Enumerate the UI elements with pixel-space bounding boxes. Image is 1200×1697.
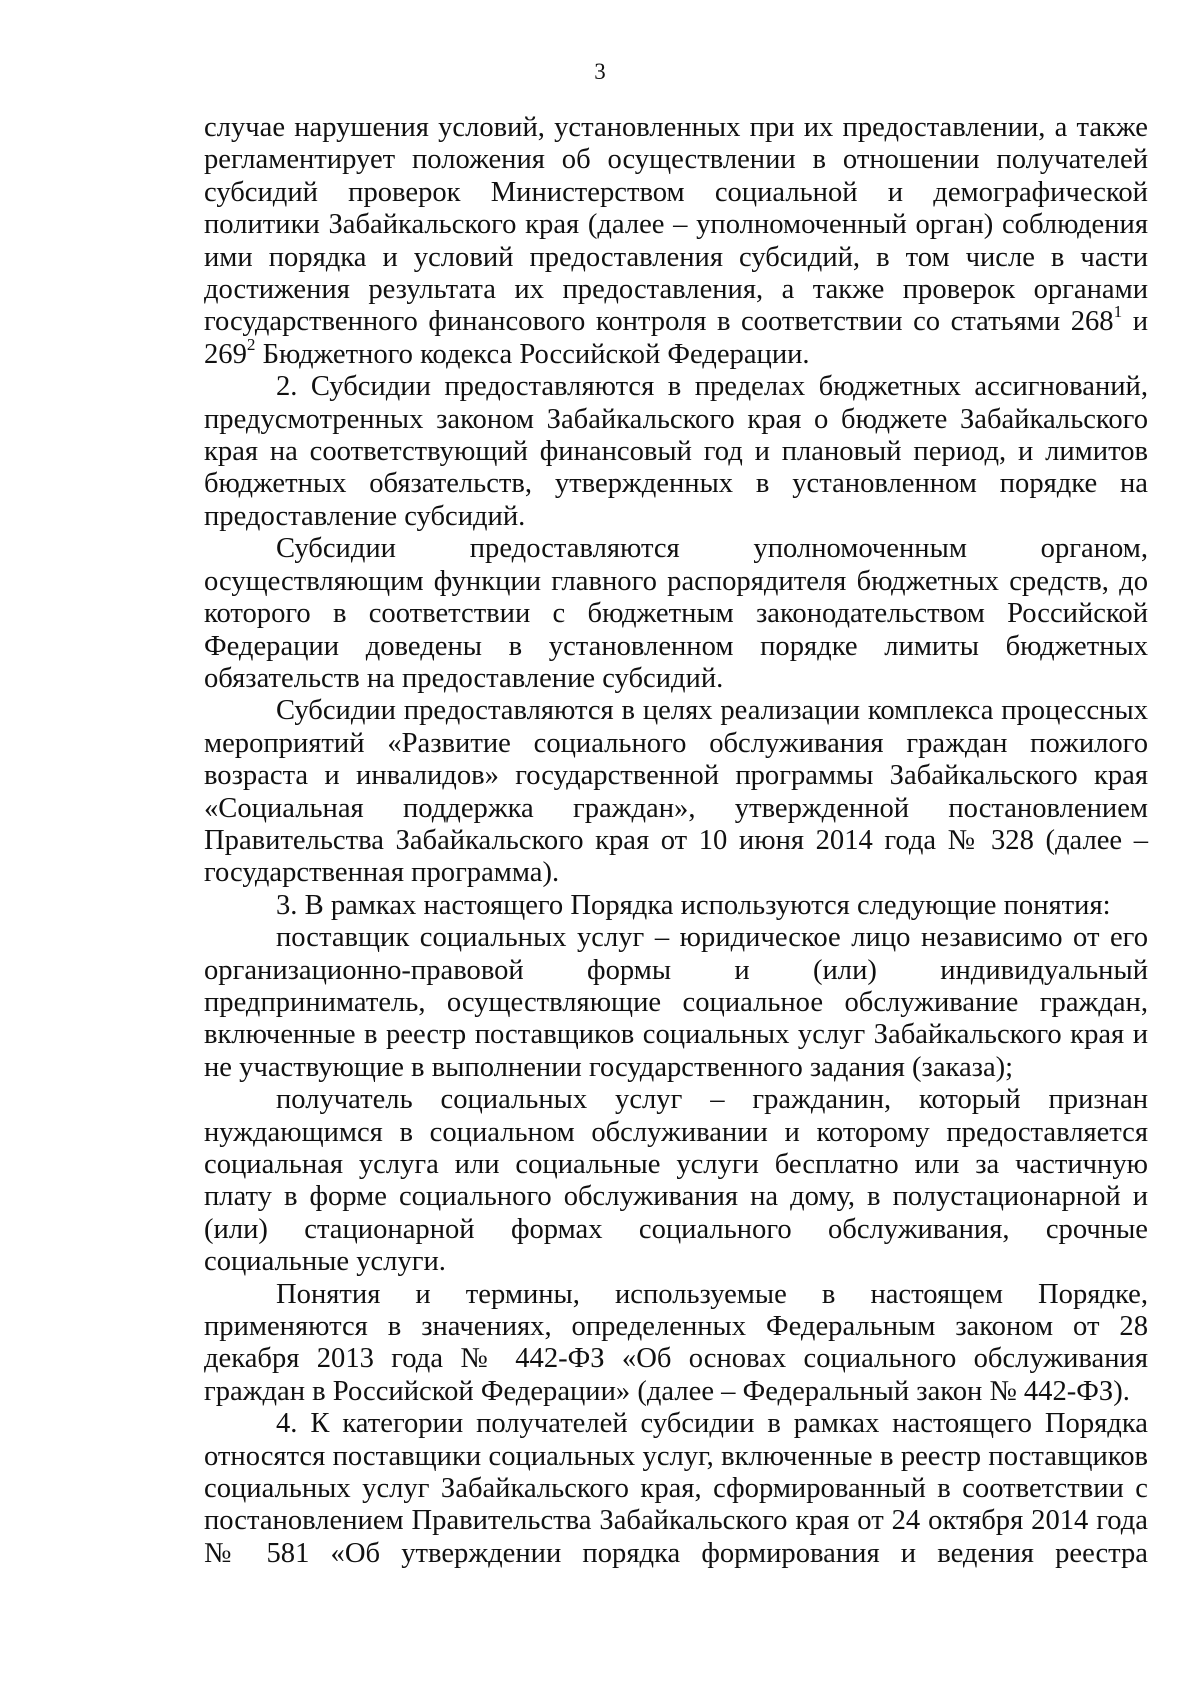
- page-number: 3: [594, 59, 606, 84]
- superscript-2: 2: [246, 334, 256, 354]
- paragraph-item-2: 2. Субсидии предоставляются в пределах бюджетных ассигнований, предусмотренных законом Забайкальского края о бюджете Забайкальского края на соответствующий финансовый год и плановый период, и лимитов бюджетных обязательств, утвержденных в установленном порядке на предоставление субсидий.: [204, 371, 1148, 532]
- paragraph-subsidy-provider: Субсидии предоставляются уполномоченным органом, осуществляющим функции главного распорядителя бюджетных средств, до которого в соответствии с бюджетным законодательством Российской Федерации доведены в установленном порядке лимиты бюджетных обязательств на предоставление субсидий.: [204, 533, 1148, 694]
- paragraph-text: и 269: [204, 306, 1149, 370]
- paragraph-text: Бюджетного кодекса Российской Федерации.: [255, 338, 810, 370]
- document-body: [204, 112, 1148, 1570]
- paragraph-continuation: [204, 112, 1148, 371]
- paragraph-text: случае нарушения условий, установленных при их предоставлении, а также регламентирует положения об осуществлении в отношении получателей субсидий проверок Министерством социальной и демографической политики Забайкальского края (далее – уполномоченный орган) соблюдения ими порядка и условий предоставления субсидий, в том числе в части достижения результата их предоставления, а также проверок органами государственного финансового контроля в соответствии со статьями 268: [204, 112, 1148, 338]
- paragraph-item-3: 3. В рамках настоящего Порядка используются следующие понятия:: [276, 889, 1111, 921]
- paragraph-definition-recipient: получатель социальных услуг – гражданин, который признан нуждающимся в социальном обслуживании и которому предоставляется социальная услуга или социальные услуги бесплатно или за частичную плату в форме социального обслуживания на дому, в полустационарной и (или) стационарной формах социального обслуживания, срочные социальные услуги.: [204, 1084, 1148, 1278]
- superscript-1: 1: [1113, 302, 1123, 322]
- paragraph-item-4: 4. К категории получателей субсидии в рамках настоящего Порядка относятся поставщики социальных услуг, включенные в реестр поставщиков социальных услуг Забайкальского края, сформированный в соответствии с постановлением Правительства Забайкальского края от 24 октября 2014 года № 581 «Об утверждении порядка формирования и ведения реестра: [204, 1408, 1148, 1569]
- paragraph-subsidy-purpose: Субсидии предоставляются в целях реализации комплекса процессных мероприятий «Развитие социального обслуживания граждан пожилого возраста и инвалидов» государственной программы Забайкальского края «Социальная поддержка граждан», утвержденной постановлением Правительства Забайкальского края от 10 июня 2014 года № 328 (далее – государственная программа).: [204, 695, 1148, 889]
- paragraph-definition-provider: поставщик социальных услуг – юридическое лицо независимо от его организационно-правовой формы и (или) индивидуальный предприниматель, осуществляющие социальное обслуживание граждан, включенные в реестр поставщиков социальных услуг Забайкальского края и не участвующие в выполнении государственного задания (заказа);: [204, 922, 1148, 1083]
- paragraph-terms: Понятия и термины, используемые в настоящем Порядке, применяются в значениях, определенных Федеральным законом от 28 декабря 2013 года № 442-ФЗ «Об основах социального обслуживания граждан в Российской Федерации» (далее – Федеральный закон № 442-ФЗ).: [204, 1278, 1148, 1407]
